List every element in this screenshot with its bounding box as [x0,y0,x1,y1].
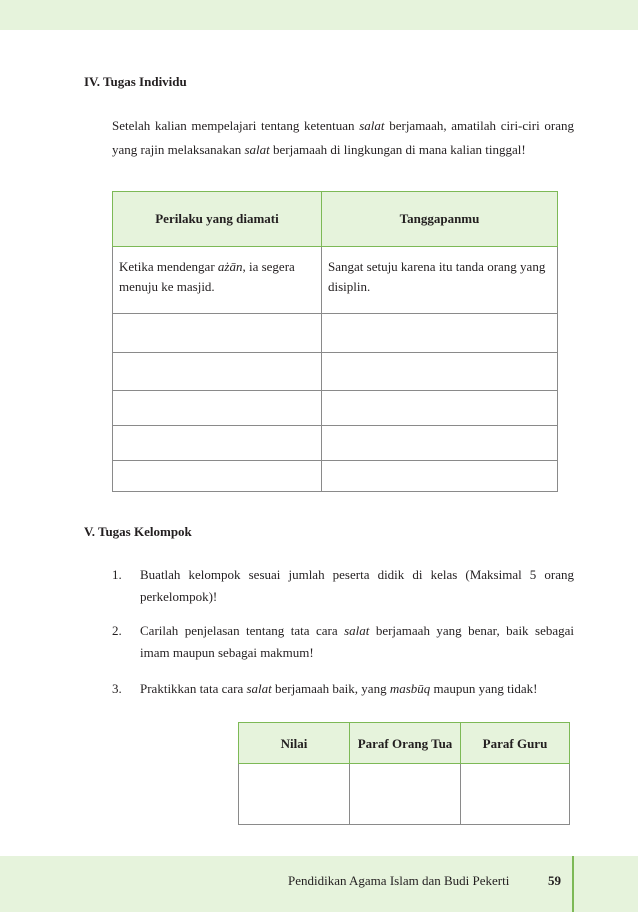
empty-cell[interactable] [113,391,322,426]
empty-cell[interactable] [113,353,322,391]
header-paraf-guru: Paraf Guru [461,723,570,764]
section-heading-tugas-kelompok: V. Tugas Kelompok [84,524,192,539]
empty-cell[interactable] [322,391,558,426]
section-heading-tugas-individu: IV. Tugas Individu [84,74,187,89]
empty-cell[interactable] [322,314,558,353]
header-perilaku: Perilaku yang diamati [113,192,322,247]
empty-cell[interactable] [113,461,322,492]
header-tanggapan: Tanggapanmu [322,192,558,247]
cell-tanggapan-1: Sangat setuju karena itu tanda orang yang disiplin. [322,247,558,314]
header-nilai: Nilai [239,723,350,764]
header-band [0,0,638,30]
empty-cell[interactable] [113,314,322,353]
empty-cell[interactable] [322,353,558,391]
empty-cell[interactable] [322,461,558,492]
grading-table [238,722,570,825]
footer-book-title: Pendidikan Agama Islam dan Budi Pekerti [288,873,510,888]
teacher-signature-cell[interactable] [461,764,570,825]
empty-cell[interactable] [322,426,558,461]
header-paraf-orang-tua: Paraf Orang Tua [350,723,461,764]
grade-cell[interactable] [239,764,350,825]
instruction-paragraph: Setelah kalian mempelajari tentang ketentuan salat berjamaah, amatilah ciri-ciri orang yang rajin melaksanakan salat berjamaah di lingkungan di mana kalian tinggal! [112,118,574,157]
footer-divider [572,856,574,912]
cell-perilaku-1: Ketika mendengar ażān, ia segera menuju ke masjid. [113,247,322,314]
observation-table [112,191,558,492]
empty-cell[interactable] [113,426,322,461]
page-number: 59 [548,873,561,888]
parent-signature-cell[interactable] [350,764,461,825]
